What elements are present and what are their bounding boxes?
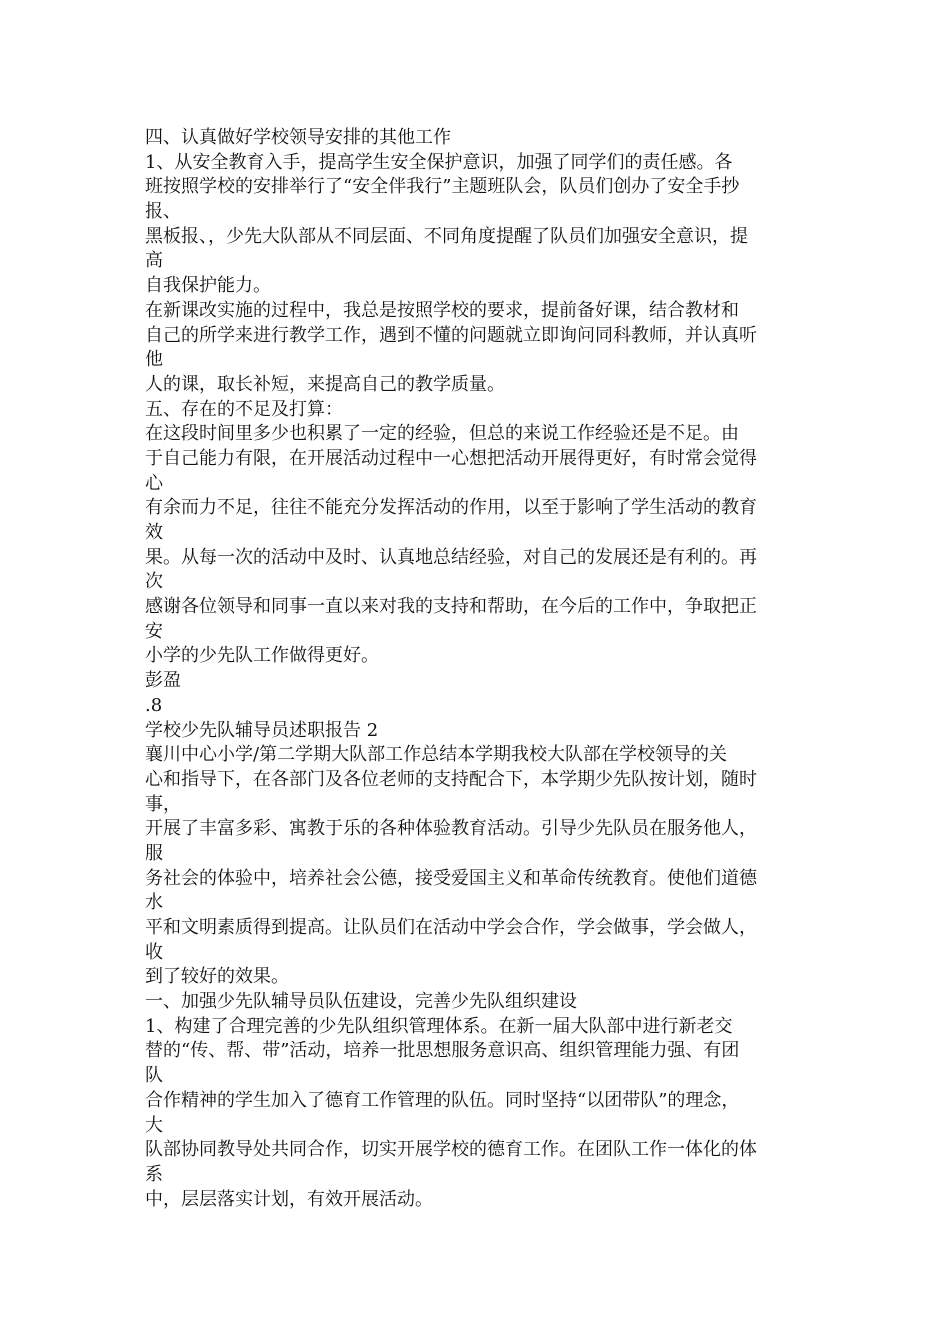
text-line: 班按照学校的安排举行了“安全伴我行”主题班队会，队员们创办了安全手抄 — [145, 176, 740, 198]
text-line: 自我保护能力。 — [145, 275, 271, 297]
text-line: 自己的所学来进行教学工作，遇到不懂的问题就立即询问同科教师，并认真听 — [145, 324, 757, 346]
text-line: 报、 — [145, 201, 181, 223]
text-line: 果。从每一次的活动中及时、认真地总结经验，对自己的发展还是有利的。再 — [145, 546, 757, 568]
text-line: 队 — [145, 1065, 163, 1087]
text-line: 四、认真做好学校领导安排的其他工作 — [145, 127, 451, 148]
document-body — [145, 126, 813, 1212]
text-line: .8 — [145, 694, 163, 716]
text-line: 他 — [145, 349, 163, 371]
text-line: 事， — [145, 793, 181, 815]
text-line: 开展了丰富多彩、寓教于乐的各种体验教育活动。引导少先队员在服务他人， — [145, 818, 757, 840]
text-line: 感谢各位领导和同事一直以来对我的支持和帮助，在今后的工作中，争取把正 — [145, 596, 757, 618]
text-line: 服 — [145, 842, 163, 864]
text-line: 心和指导下，在各部门及各位老师的支持配合下，本学期少先队按计划，随时 — [145, 768, 757, 790]
text-line: 五、存在的不足及打算： — [145, 398, 343, 420]
text-line: 小学的少先队工作做得更好。 — [145, 645, 379, 667]
text-line: 彭盈 — [145, 670, 181, 692]
text-line: 心 — [145, 472, 163, 494]
text-line: 水 — [145, 892, 163, 914]
text-line: 系 — [145, 1163, 163, 1185]
text-line: 务社会的体验中，培养社会公德，接受爱国主义和革命传统教育。使他们道德 — [145, 867, 757, 889]
text-line: 一、加强少先队辅导员队伍建设，完善少先队组织建设 — [145, 991, 577, 1013]
text-line: 学校少先队辅导员述职报告 2 — [145, 719, 379, 741]
text-line: 黑板报、，少先大队部从不同层面、不同角度提醒了队员们加强安全意识，提 — [145, 225, 748, 247]
text-line: 高 — [145, 250, 163, 272]
text-line: 在这段时间里多少也积累了一定的经验，但总的来说工作经验还是不足。由 — [145, 423, 739, 445]
text-line: 大 — [145, 1114, 163, 1136]
text-line: 到了较好的效果。 — [145, 966, 289, 988]
text-line: 在新课改实施的过程中，我总是按照学校的要求，提前备好课，结合教材和 — [145, 299, 739, 321]
text-line: 效 — [145, 522, 163, 543]
text-line: 替的“传、帮、带”活动，培养一批思想服务意识高、组织管理能力强、有团 — [145, 1040, 740, 1062]
text-line: 于自己能力有限，在开展活动过程中一心想把活动开展得更好，有时常会觉得 — [145, 447, 757, 469]
text-line: 平和文明素质得到提高。让队员们在活动中学会合作，学会做事，学会做人， — [145, 917, 757, 938]
text-line: 1、从安全教育入手，提高学生安全保护意识，加强了同学们的责任感。各 — [145, 151, 733, 173]
text-line: 安 — [145, 620, 163, 642]
text-line: 人的课，取长补短，来提高自己的教学质量。 — [145, 373, 505, 395]
text-line: 合作精神的学生加入了德育工作管理的队伍。同时坚持“以团带队”的理念， — [145, 1089, 740, 1111]
text-line: 收 — [145, 941, 163, 963]
text-line: 队部协同教导处共同合作，切实开展学校的德育工作。在团队工作一体化的体 — [145, 1139, 757, 1161]
text-line: 1、构建了合理完善的少先队组织管理体系。在新一届大队部中进行新老交 — [145, 1015, 733, 1037]
text-line: 有余而力不足，往往不能充分发挥活动的作用，以至于影响了学生活动的教育 — [145, 497, 757, 519]
text-line: 中，层层落实计划，有效开展活动。 — [145, 1188, 433, 1210]
text-line: 襄川中心小学/第二学期大队部工作总结本学期我校大队部在学校领导的关 — [145, 744, 728, 766]
text-line: 次 — [145, 571, 163, 593]
